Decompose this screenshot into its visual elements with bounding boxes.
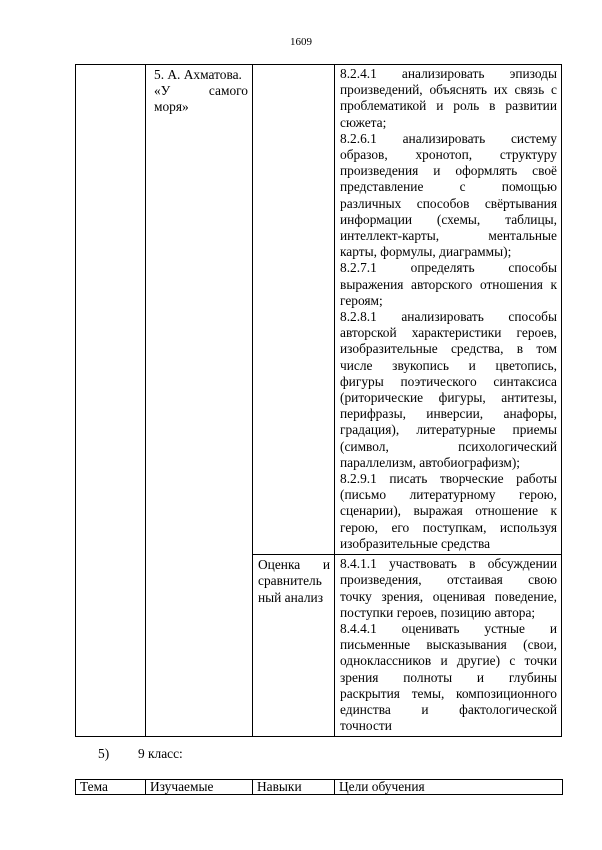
section-number: 5)	[98, 746, 110, 761]
goal-line: 8.2.4.1 анализировать эпизоды	[340, 66, 557, 81]
goal-line: произведений, объяснять их связь с	[340, 82, 557, 98]
learning-goal	[340, 260, 557, 309]
header-cell: Тема	[76, 780, 146, 795]
goal-line: единства и фактологической	[340, 701, 557, 717]
header-cell: Изучаемые	[146, 780, 253, 795]
skill-line: ный анализ	[258, 589, 323, 605]
goal-line: выражения авторского отношения к	[340, 276, 557, 292]
header-cell: Навыки	[253, 780, 335, 795]
goal-line: авторской характеристики героев,	[340, 325, 557, 341]
goal-line: герою, его поступкам, используя	[340, 519, 557, 535]
goal-line: одноклассников и другие) с точки	[340, 653, 557, 669]
goal-line: 8.2.9.1 писать творческие работы	[340, 471, 557, 487]
goal-line: карты, формулы, диаграммы);	[340, 244, 512, 260]
goal-line: письменные высказывания (свои,	[340, 637, 557, 653]
goal-line: проблематикой и роль в развитии	[340, 98, 557, 114]
goal-line: фигуры поэтического синтаксиса	[340, 373, 557, 389]
goal-line: 8.2.6.1 анализировать систему	[340, 130, 557, 146]
next-table	[75, 779, 563, 795]
learning-goal	[340, 66, 557, 131]
table-header-row	[76, 780, 563, 795]
learning-goal	[340, 309, 557, 471]
skill-cell	[253, 65, 335, 555]
topic-line: 5. А. Ахматова.	[154, 67, 242, 82]
goals-list	[335, 555, 561, 736]
goals-cell	[335, 65, 562, 555]
topic-text	[146, 65, 252, 115]
goal-line: изобразительные средства	[340, 535, 491, 551]
goal-line: (письмо литературному герою,	[340, 487, 557, 503]
goal-line: сценарии), выражая отношение к	[340, 503, 557, 519]
section-title: 9 класс:	[138, 746, 183, 761]
goal-line: 8.2.8.1 анализировать способы	[340, 309, 557, 325]
goal-line: представление с помощью	[340, 179, 557, 195]
skill-line: сравнитель	[258, 573, 322, 589]
goal-line: сюжета;	[340, 114, 387, 130]
goal-line: образов, хронотоп, структуру	[340, 147, 557, 163]
skill-cell	[253, 555, 335, 737]
goals-cell	[335, 555, 562, 737]
goal-line: точности	[340, 718, 392, 734]
goal-line: параллелизм, автобиографизм);	[340, 454, 520, 470]
curriculum-table	[75, 64, 562, 737]
topic-cell	[146, 65, 253, 737]
learning-goal	[340, 621, 557, 734]
goal-line: изобразительные средства, в том	[340, 341, 557, 357]
goal-line: числе звукопись и цветопись,	[340, 357, 557, 373]
goal-line: произведения и оформлять своё	[340, 163, 557, 179]
page-number: 1609	[290, 36, 312, 48]
learning-goal	[340, 471, 557, 552]
goal-line: 8.4.4.1 оценивать устные и	[340, 620, 557, 636]
goal-line: 8.4.1.1 участвовать в обсуждении	[340, 556, 557, 572]
goal-line: интеллект-карты, ментальные	[340, 228, 557, 244]
goal-line: раскрытия темы, композиционного	[340, 685, 557, 701]
goals-list	[335, 65, 561, 554]
goal-line: различных способов свёртывания	[340, 195, 557, 211]
goal-line: 8.2.7.1 определять способы	[340, 260, 557, 276]
goal-line: точку зрения, оценивая поведение,	[340, 588, 557, 604]
learning-goal	[340, 131, 557, 261]
skill-text	[253, 555, 334, 606]
header-cell: Цели обучения	[335, 780, 563, 795]
goal-line: (риторические фигуры, антитезы,	[340, 390, 557, 406]
goal-line: информации (схемы, таблицы,	[340, 211, 557, 227]
learning-goal	[340, 556, 557, 621]
goal-line: поступки героев, позицию автора;	[340, 604, 536, 620]
goal-line: произведения, отстаивая свою	[340, 572, 557, 588]
goal-line: зрения полноты и глубины	[340, 669, 557, 685]
section-heading	[98, 746, 183, 762]
topic-line: моря»	[154, 99, 189, 114]
goal-line: градация), литературные приемы	[340, 422, 557, 438]
skill-line: Оценка и	[258, 557, 330, 573]
goal-line: героям;	[340, 292, 383, 308]
goal-line: (символ, психологический	[340, 438, 557, 454]
topic-line: «У самого	[154, 83, 248, 98]
theme-cell	[76, 65, 146, 737]
table-row	[76, 65, 562, 555]
goal-line: перифразы, инверсии, анафоры,	[340, 406, 557, 422]
